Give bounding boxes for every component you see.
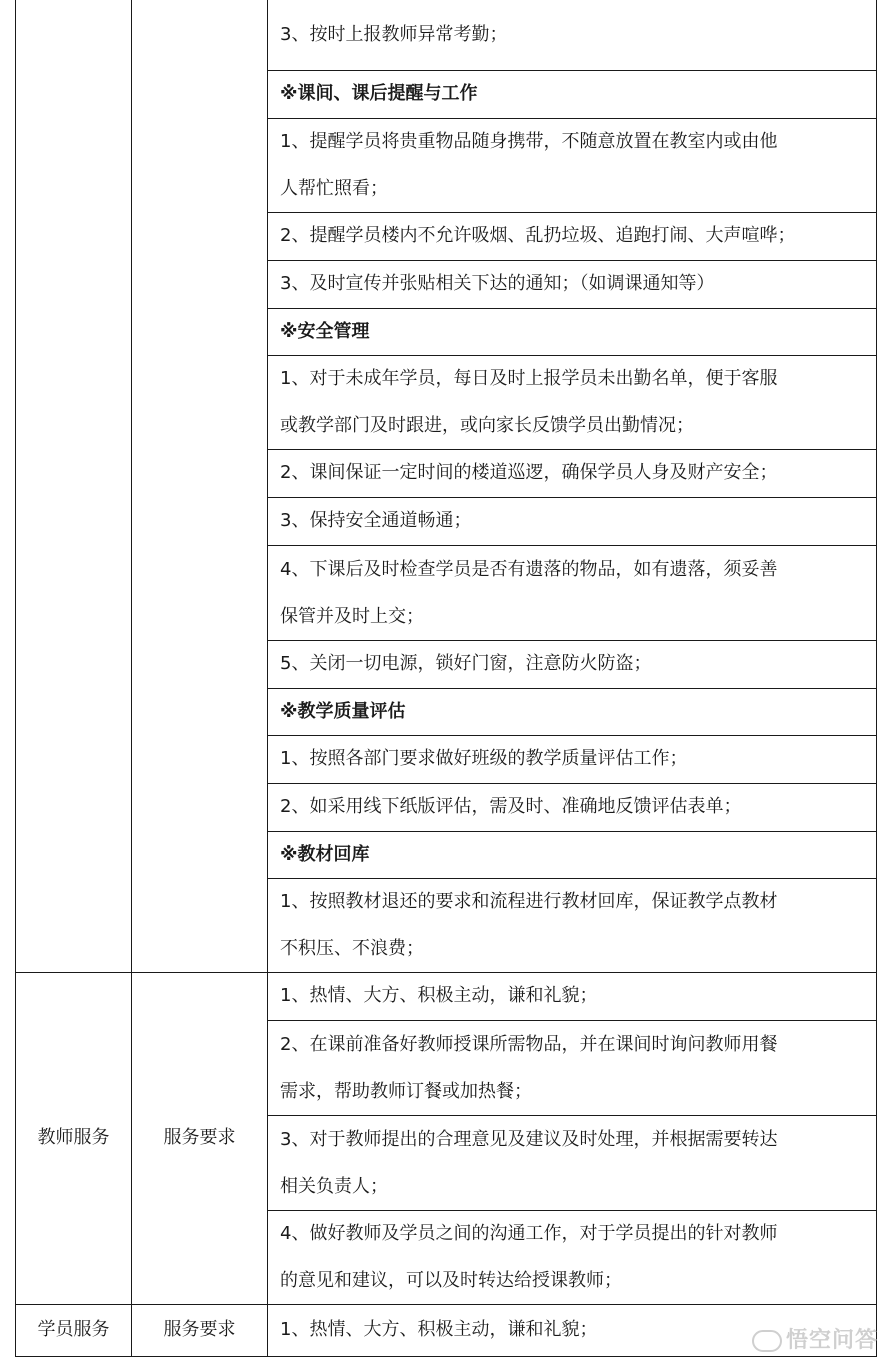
table-cell-text: 需求，帮助教师订餐或加热餐；: [280, 1080, 532, 1102]
table-cell-text: 1、提醒学员将贵重物品随身携带，不随意放置在教室内或由他: [280, 131, 778, 152]
watermark-logo-icon: [752, 1330, 782, 1352]
table-cell-text: ※安全管理: [280, 321, 370, 342]
table-cell-text: 2、如采用线下纸版评估，需及时、准确地反馈评估表单；: [280, 796, 742, 817]
table-cell-text: 的意见和建议，可以及时转达给授课教师；: [280, 1270, 622, 1291]
table-border-vertical: [876, 0, 877, 1356]
table-cell-text: 3、及时宣传并张贴相关下达的通知；（如调课通知等）: [280, 273, 715, 294]
table-border-vertical: [267, 0, 268, 1356]
table-cell-text: ※教材回库: [280, 844, 370, 865]
table-cell-text: 1、热情、大方、积极主动，谦和礼貌；: [280, 985, 598, 1006]
table-cell-text: 3、按时上报教师异常考勤；: [280, 24, 508, 45]
table-cell-text: 4、做好教师及学员之间的沟通工作，对于学员提出的针对教师: [280, 1223, 778, 1244]
watermark-text: [752, 1323, 878, 1354]
table-cell-text: 2、课间保证一定时间的楼道巡逻，确保学员人身及财产安全；: [280, 462, 778, 483]
table-border-horizontal: [15, 1356, 877, 1357]
table-cell-text: 2、在课前准备好教师授课所需物品，并在课间时询问教师用餐: [280, 1033, 778, 1055]
table-cell-text: 人帮忙照看；: [280, 178, 388, 199]
table-cell-text: 不积压、不浪费；: [280, 938, 424, 959]
table-border-vertical: [131, 0, 132, 1356]
table-cell-text: ※课间、课后提醒与工作: [280, 83, 478, 104]
requirement-label: 服务要求: [163, 1319, 236, 1340]
table-cell-text: 3、对于教师提出的合理意见及建议及时处理，并根据需要转达: [280, 1128, 778, 1150]
table-cell-text: 4、下课后及时检查学员是否有遗落的物品，如有遗落，须妥善: [280, 558, 778, 580]
table-cell-text: 1、按照各部门要求做好班级的教学质量评估工作；: [280, 748, 688, 769]
table-cell-text: 1、热情、大方、积极主动，谦和礼貌；: [280, 1319, 598, 1340]
category-label: 教师服务: [37, 1127, 110, 1148]
table-cell-text: 1、对于未成年学员，每日及时上报学员未出勤名单，便于客服: [280, 368, 778, 389]
category-label: 学员服务: [37, 1319, 110, 1340]
table-cell-text: 相关负责人；: [280, 1175, 388, 1197]
table-cell-text: 2、提醒学员楼内不允许吸烟、乱扔垃圾、追跑打闹、大声喧哗；: [280, 225, 796, 246]
table-cell-text: 保管并及时上交；: [280, 605, 424, 627]
watermark-label: 悟空问答: [785, 1328, 878, 1353]
table-cell-text: 1、按照教材退还的要求和流程进行教材回库，保证教学点教材: [280, 891, 778, 912]
table-cell-text: 5、关闭一切电源，锁好门窗，注意防火防盗；: [280, 653, 652, 674]
requirement-label: 服务要求: [163, 1127, 236, 1148]
table-border-vertical: [15, 0, 16, 1356]
table-cell-text: ※教学质量评估: [280, 701, 406, 722]
table-cell-text: 或教学部门及时跟进，或向家长反馈学员出勤情况；: [280, 415, 694, 436]
table-cell-text: 3、保持安全通道畅通；: [280, 510, 472, 531]
